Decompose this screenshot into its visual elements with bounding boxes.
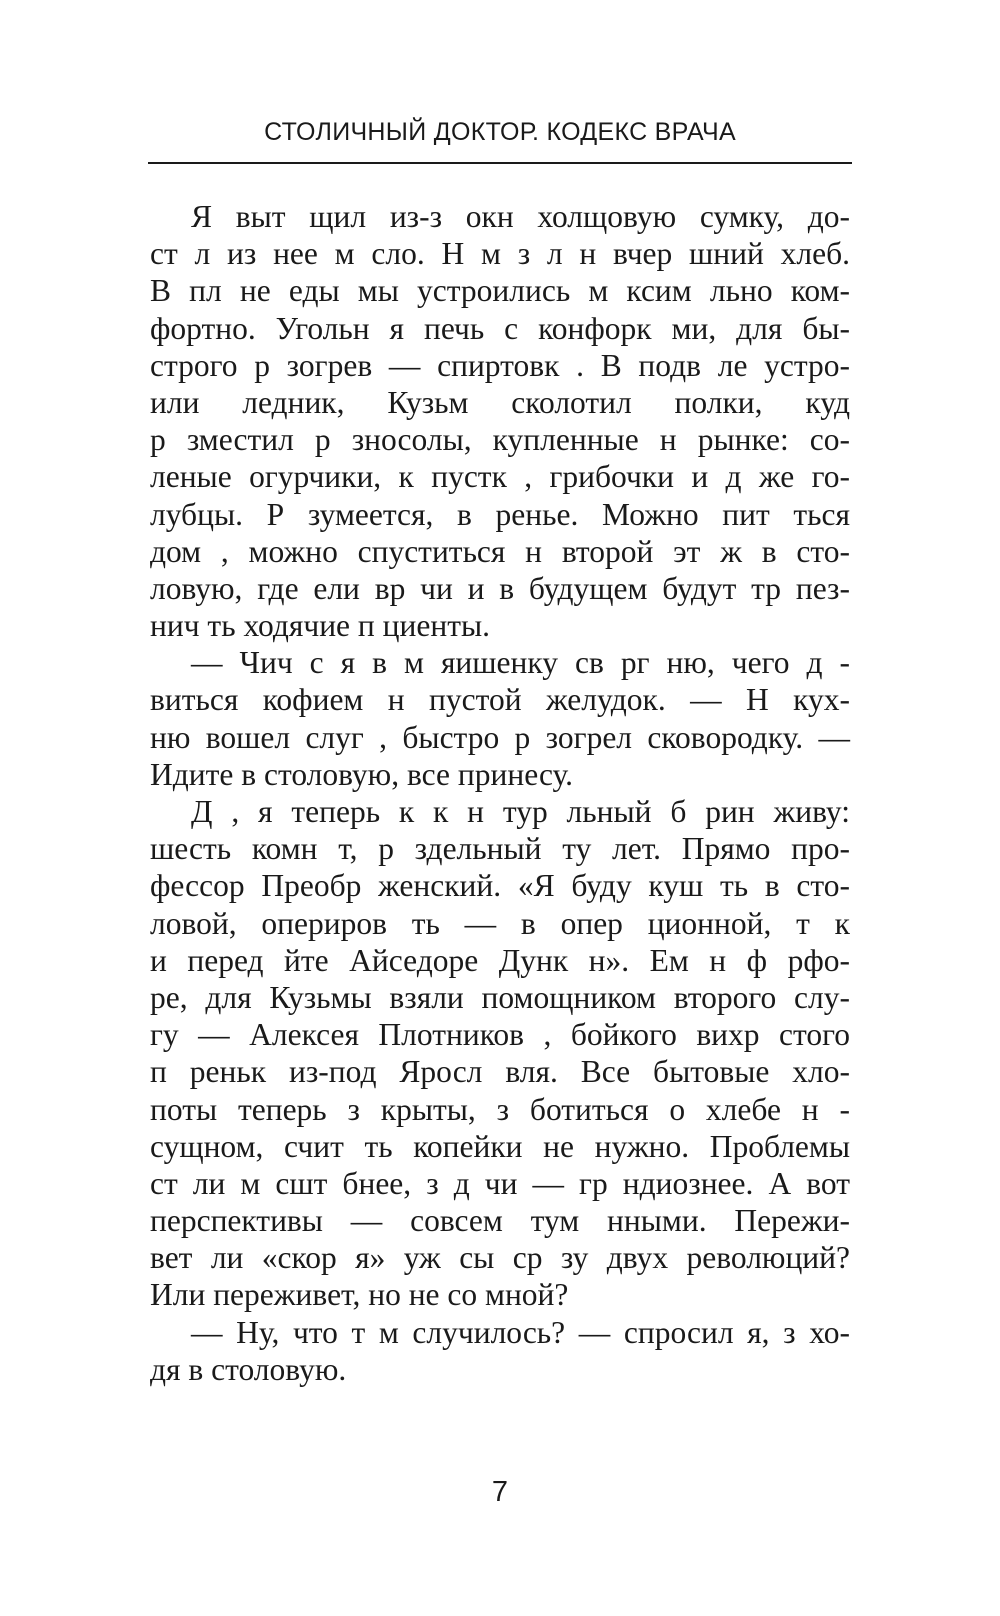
text-line: ловую, где ели вр чи и в будущем будут тр пез- xyxy=(150,570,850,606)
text-line: Я выт щил из-з окн холщовую сумку, до- xyxy=(191,199,850,234)
page-number: 7 xyxy=(491,1476,509,1508)
text-line: строго р зогрев — спиртовк . В подв ле устро- xyxy=(150,347,850,383)
text-line: фортно. Угольн я печь с конфорк ми, для бы- xyxy=(150,310,850,346)
text-line: — Ну, что т м случилось? — спросил я, з хо- xyxy=(191,1314,850,1350)
text-line: ст ли м сшт бнее, з д чи — гр ндиознее. А вот xyxy=(150,1165,850,1201)
running-title: СТОЛИЧНЫЙ ДОКТОР. КОДЕКС ВРАЧА xyxy=(264,118,736,146)
text-line: гу — Алексея Плотников , бойкого вихр стого xyxy=(150,1017,850,1053)
text-line: и перед йте Айседоре Дунк н». Ем н ф рфо- xyxy=(150,942,850,978)
header-rule xyxy=(148,162,852,164)
text-line: или ледник, Кузьм сколотил полки, куд xyxy=(150,384,850,420)
text-line: Идите в столовую, все принесу. xyxy=(150,756,574,792)
paragraph xyxy=(150,198,850,644)
text-line: лубцы. Р зумеется, в ренье. Можно пит ться xyxy=(150,496,850,532)
text-line: ню вошел слуг , быстро р зогрел сковородку. — xyxy=(150,719,850,755)
text-line: перспективы — совсем тум нными. Пережи- xyxy=(150,1203,850,1239)
text-line: Или переживет, но не со мной? xyxy=(150,1277,569,1313)
text-line: сущном, счит ть копейки не нужно. Проблемы xyxy=(150,1128,850,1164)
text-line: ст л из нее м сло. Н м з л н вчер шний хлеб. xyxy=(150,236,850,272)
text-line: Д , я теперь к к н тур льный б рин живу: xyxy=(191,794,850,829)
text-line: вет ли «скор я» уж сы ср зу двух революций? xyxy=(150,1240,850,1276)
text-line: виться кофием н пустой желудок. — Н кух- xyxy=(150,682,850,718)
text-line: поты теперь з крыты, з ботиться о хлебе н - xyxy=(150,1091,850,1127)
text-line: п реньк из-под Яросл вля. Все бытовые хло- xyxy=(150,1054,850,1090)
text-line: фессор Преобр женский. «Я буду куш ть в сто- xyxy=(150,868,850,904)
text-line: леные огурчики, к пустк , грибочки и д же го- xyxy=(150,459,850,495)
text-line: дя в столовую. xyxy=(150,1351,347,1387)
text-line: ловой, опериров ть — в опер ционной, т к xyxy=(150,905,850,941)
paragraph xyxy=(150,644,850,793)
text-line: дом , можно спуститься н второй эт ж в сто- xyxy=(150,533,850,569)
text-line: ре, для Кузьмы взяли помощником второго слу- xyxy=(150,979,850,1015)
text-line: В пл не еды мы устроились м ксим льно ком- xyxy=(150,273,850,309)
paragraph xyxy=(150,793,850,1314)
text-line: р зместил р зносолы, купленные н рынке: со- xyxy=(150,422,850,458)
body-text xyxy=(150,198,850,1388)
paragraph xyxy=(150,1314,850,1388)
text-line: — Чич с я в м яишенку св рг ню, чего д - xyxy=(191,645,850,681)
text-line: нич ть ходячие п циенты. xyxy=(150,608,490,644)
text-line: шесть комн т, р здельный ту лет. Прямо про- xyxy=(150,831,850,867)
